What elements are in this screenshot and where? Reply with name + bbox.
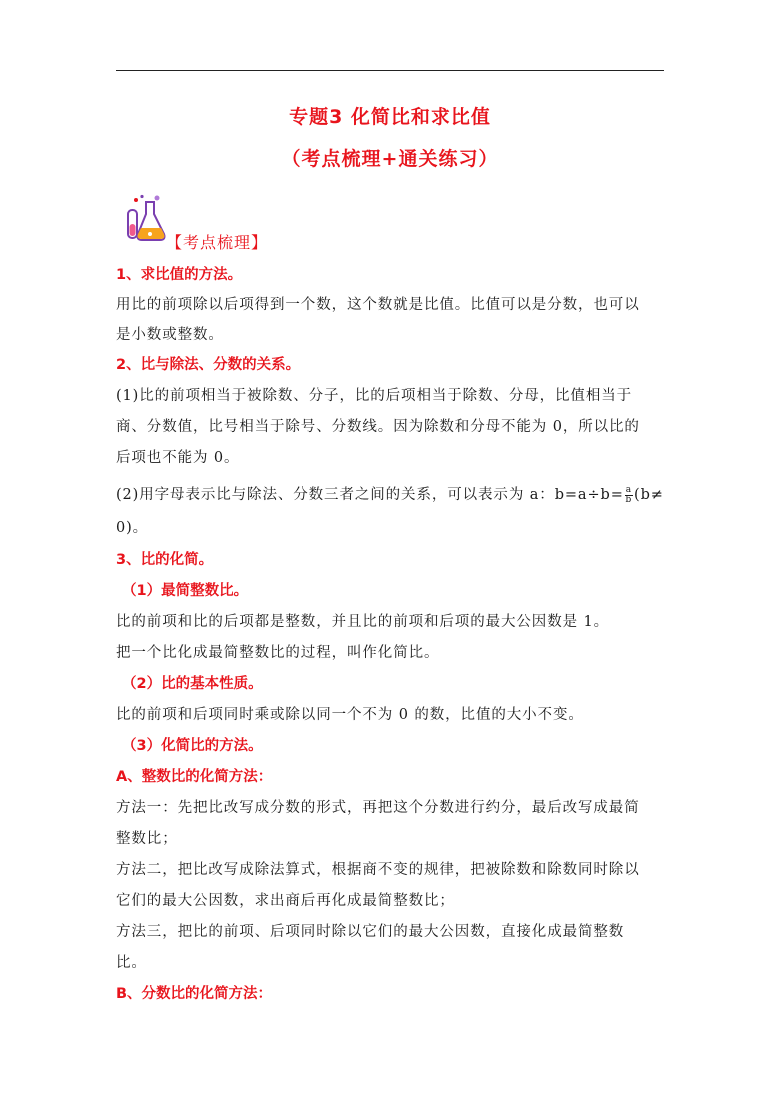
fraction-denominator: b <box>625 494 633 505</box>
paragraph-line: 方法一：先把比改写成分数的形式，再把这个分数进行约分，最后改写成最简 <box>116 800 640 816</box>
paragraph-line: 用比的前项除以后项得到一个数，这个数就是比值。比值可以是分数，也可以 <box>116 297 640 313</box>
paragraph-line: 把一个比化成最简整数比的过程，叫作化简比。 <box>116 645 440 661</box>
subheading-a: A、整数比的化简方法： <box>116 769 273 785</box>
paragraph-line: 方法二，把比改写成除法算式，根据商不变的规律，把被除数和除数同时除以 <box>116 862 640 878</box>
fraction-a-over-b <box>625 486 633 505</box>
section-tag: 【考点梳理】 <box>166 233 269 252</box>
subheading-2: （2）比的基本性质。 <box>122 676 263 692</box>
top-rule <box>116 70 664 71</box>
paragraph-line: (1)比的前项相当于被除数、分子，比的后项相当于除数、分母，比值相当于 <box>116 388 633 404</box>
subheading-3: （3）化简比的方法。 <box>122 738 263 754</box>
heading-2: 2、比与除法、分数的关系。 <box>116 357 301 373</box>
paragraph-line: 它们的最大公因数，求出商后再化成最简整数比； <box>116 893 455 909</box>
fraction-numerator: a <box>625 484 633 495</box>
subheading-b: B、分数比的化简方法： <box>116 986 273 1002</box>
formula-condition: (b≠ <box>634 487 664 503</box>
paragraph-line: 比的前项和后项同时乘或除以同一个不为 0 的数，比值的大小不变。 <box>116 707 584 723</box>
heading-1: 1、求比值的方法。 <box>116 267 243 283</box>
paragraph-line: 后项也不能为 0。 <box>116 450 240 466</box>
science-flask-icon <box>124 194 170 244</box>
paragraph-line: 是小数或整数。 <box>116 327 224 343</box>
page-subtitle: （考点梳理+通关练习） <box>281 148 499 170</box>
paragraph-line: 整数比； <box>116 831 178 847</box>
subheading-1: （1）最简整数比。 <box>122 583 249 599</box>
paragraph-line: 商、分数值，比号相当于除号、分数线。因为除数和分母不能为 0，所以比的 <box>116 419 640 435</box>
heading-3: 3、比的化简。 <box>116 552 214 568</box>
paragraph-line: 比的前项和比的后项都是整数，并且比的前项和后项的最大公因数是 1。 <box>116 614 610 630</box>
paragraph-line-formula <box>116 485 676 505</box>
formula-text: (2)用字母表示比与除法、分数三者之间的关系，可以表示为 a：b=a÷b= <box>116 487 624 503</box>
page-title: 专题3 化简比和求比值 <box>289 106 491 128</box>
paragraph-line: 比。 <box>116 955 147 971</box>
paragraph-line: 0)。 <box>116 520 149 536</box>
paragraph-line: 方法三，把比的前项、后项同时除以它们的最大公因数，直接化成最简整数 <box>116 924 625 940</box>
